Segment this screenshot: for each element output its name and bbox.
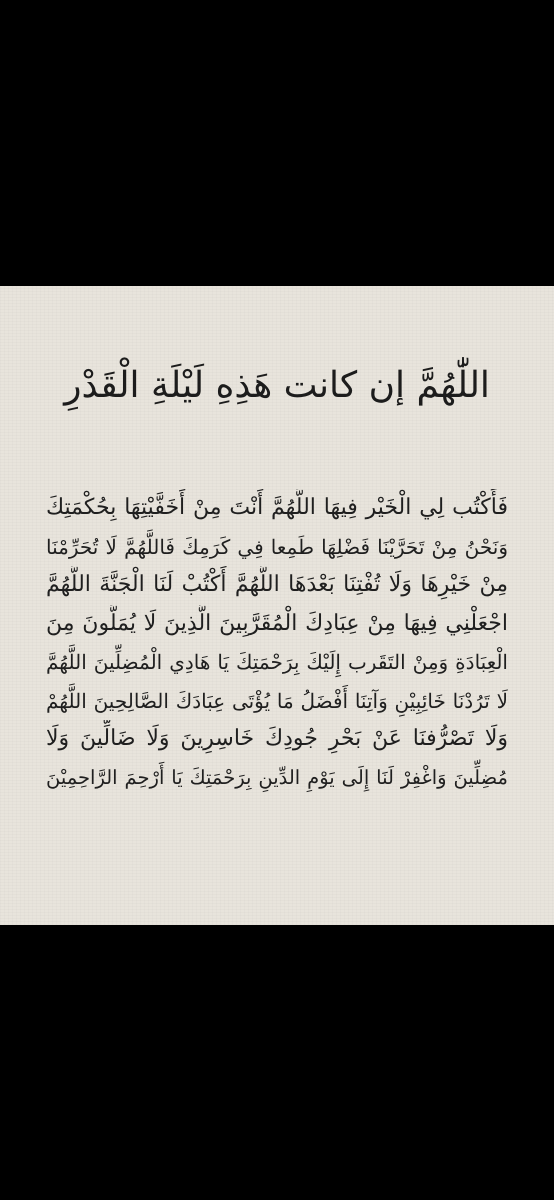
prayer-card [0,286,554,925]
prayer-line: مُضِلِّينَ وَاغْفِرْ لَنَا إِلَى يَوْمِ الدِّينِ بِرَحْمَتِكَ يَا أَرْحِمَ الرَّاحِمِيْنَ [46,765,508,789]
prayer-title: اللّٰهُمَّ إن كانت هَذِهِ لَيْلَةِ الْقَدْرِ [64,365,490,406]
prayer-line: اجْعَلْنِي فِيهَا مِنْ عِبَادِكَ الْمُقَرَّبِينَ الَّذِينَ لَا يُمَلُّونَ مِنَ [46,610,508,636]
bottom-black-bar [0,925,554,1200]
prayer-line: لَا تَرُدْنَا خَائِبِيْنِ وَآتِنَا أَفْضَلُ مَا يُؤْتَى عِبَادَكَ الصَّالِحِينَ اللَّهُمْ [46,688,508,713]
prayer-body [46,489,508,797]
prayer-line: وَلَا تَصْرُّفنَا عَنْ بَحْرِ جُودِكَ خَاسِرِينَ وَلَا ضَالِّينَ وَلَا [46,726,508,751]
prayer-line: وَنَحْنُ مِنْ تَحَرَّيْنَا فَضْلِهَا طَمِعا فِي كَرَمِكَ فَاللَّهُمَّ لَا تُحَرِّمْنَا [46,534,508,559]
prayer-line: فَأَكْتُب لِي الْخَيْر فِيهَا اللَّهُمَّ أَنْتَ مِنْ أَخَفَّيْتِهَا بِحُكْمَتِكَ [46,495,508,520]
top-black-bar [0,0,554,286]
prayer-line: مِنْ خَيْرِهَا وَلَا تُفْتِنَا بَعْدَهَا اللَّهُمَّ أَكْتُبْ لَنَا الْجَنَّةَ اللَّهُمَّ [46,572,508,597]
prayer-line: الْعِبَادَةِ وَمِنْ التَقَرب إِلَيْكَ بِرَحْمَتِكَ يَا هَادِي الْمُضِلِّينَ اللَّهُمَّ [46,650,508,674]
